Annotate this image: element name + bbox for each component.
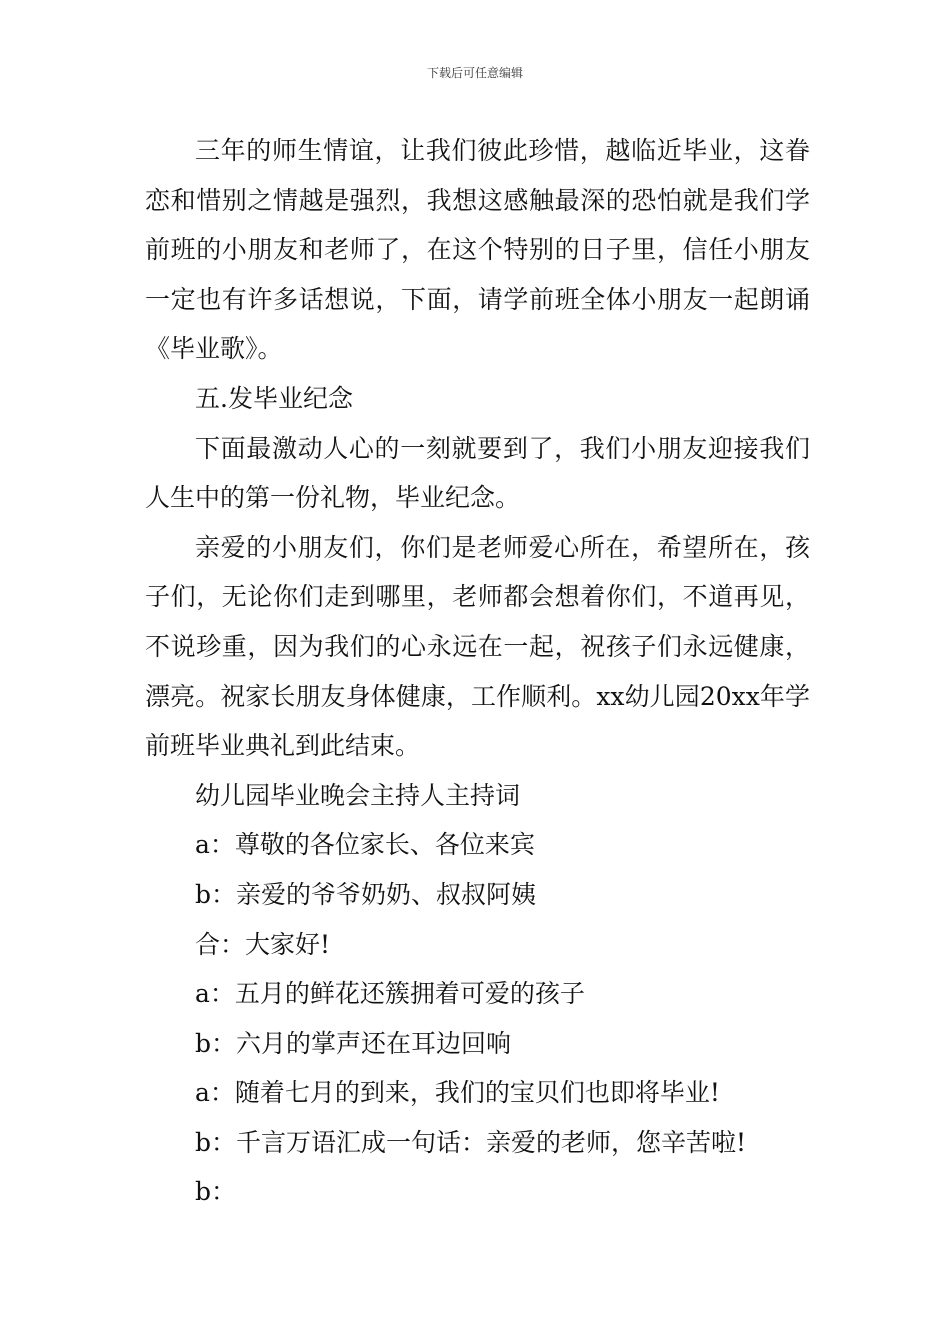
script-title: 幼儿园毕业晚会主持人主持词 — [195, 780, 521, 810]
page-header-note: 下载后可任意编辑 — [426, 66, 523, 80]
dialogue-line: a：尊敬的各位家长、各位来宾 — [195, 830, 535, 860]
section-heading-5: 五.发毕业纪念 — [195, 383, 353, 413]
dialogue-line: 合：大家好! — [195, 929, 331, 959]
paragraph-closing: 亲爱的小朋友们，你们是老师爱心所在，希望所在，孩子们，无论你们走到哪里，老师都会想着你们，不道再见，不说珍重，因为我们的心永远在一起，祝孩子们永远健康，漂亮。祝家长朋友身体健康，工作顺利。xx幼儿园20xx年学前班毕业典礼到此结束。 — [145, 532, 810, 761]
paragraph-gift: 下面最激动人心的一刻就要到了，我们小朋友迎接我们人生中的第一份礼物，毕业纪念。 — [145, 433, 810, 513]
paragraph-intro: 三年的师生情谊，让我们彼此珍惜，越临近毕业，这眷恋和惜别之情越是强烈，我想这感触最深的恐怕就是我们学前班的小朋友和老师了，在这个特别的日子里，信任小朋友一定也有许多话想说，下面，请学前班全体小朋友一起朗诵《毕业歌》。 — [145, 136, 810, 364]
dialogue-line: a：随着七月的到来，我们的宝贝们也即将毕业! — [195, 1078, 720, 1108]
dialogue-line: b：六月的掌声还在耳边回响 — [195, 1028, 512, 1058]
dialogue-line: b：千言万语汇成一句话：亲爱的老师，您辛苦啦! — [195, 1127, 747, 1157]
dialogue-line: b： — [195, 1177, 237, 1207]
dialogue-line: b：亲爱的爷爷奶奶、叔叔阿姨 — [195, 879, 537, 909]
dialogue-line: a：五月的鲜花还簇拥着可爱的孩子 — [195, 979, 585, 1009]
document-body — [145, 126, 810, 1217]
